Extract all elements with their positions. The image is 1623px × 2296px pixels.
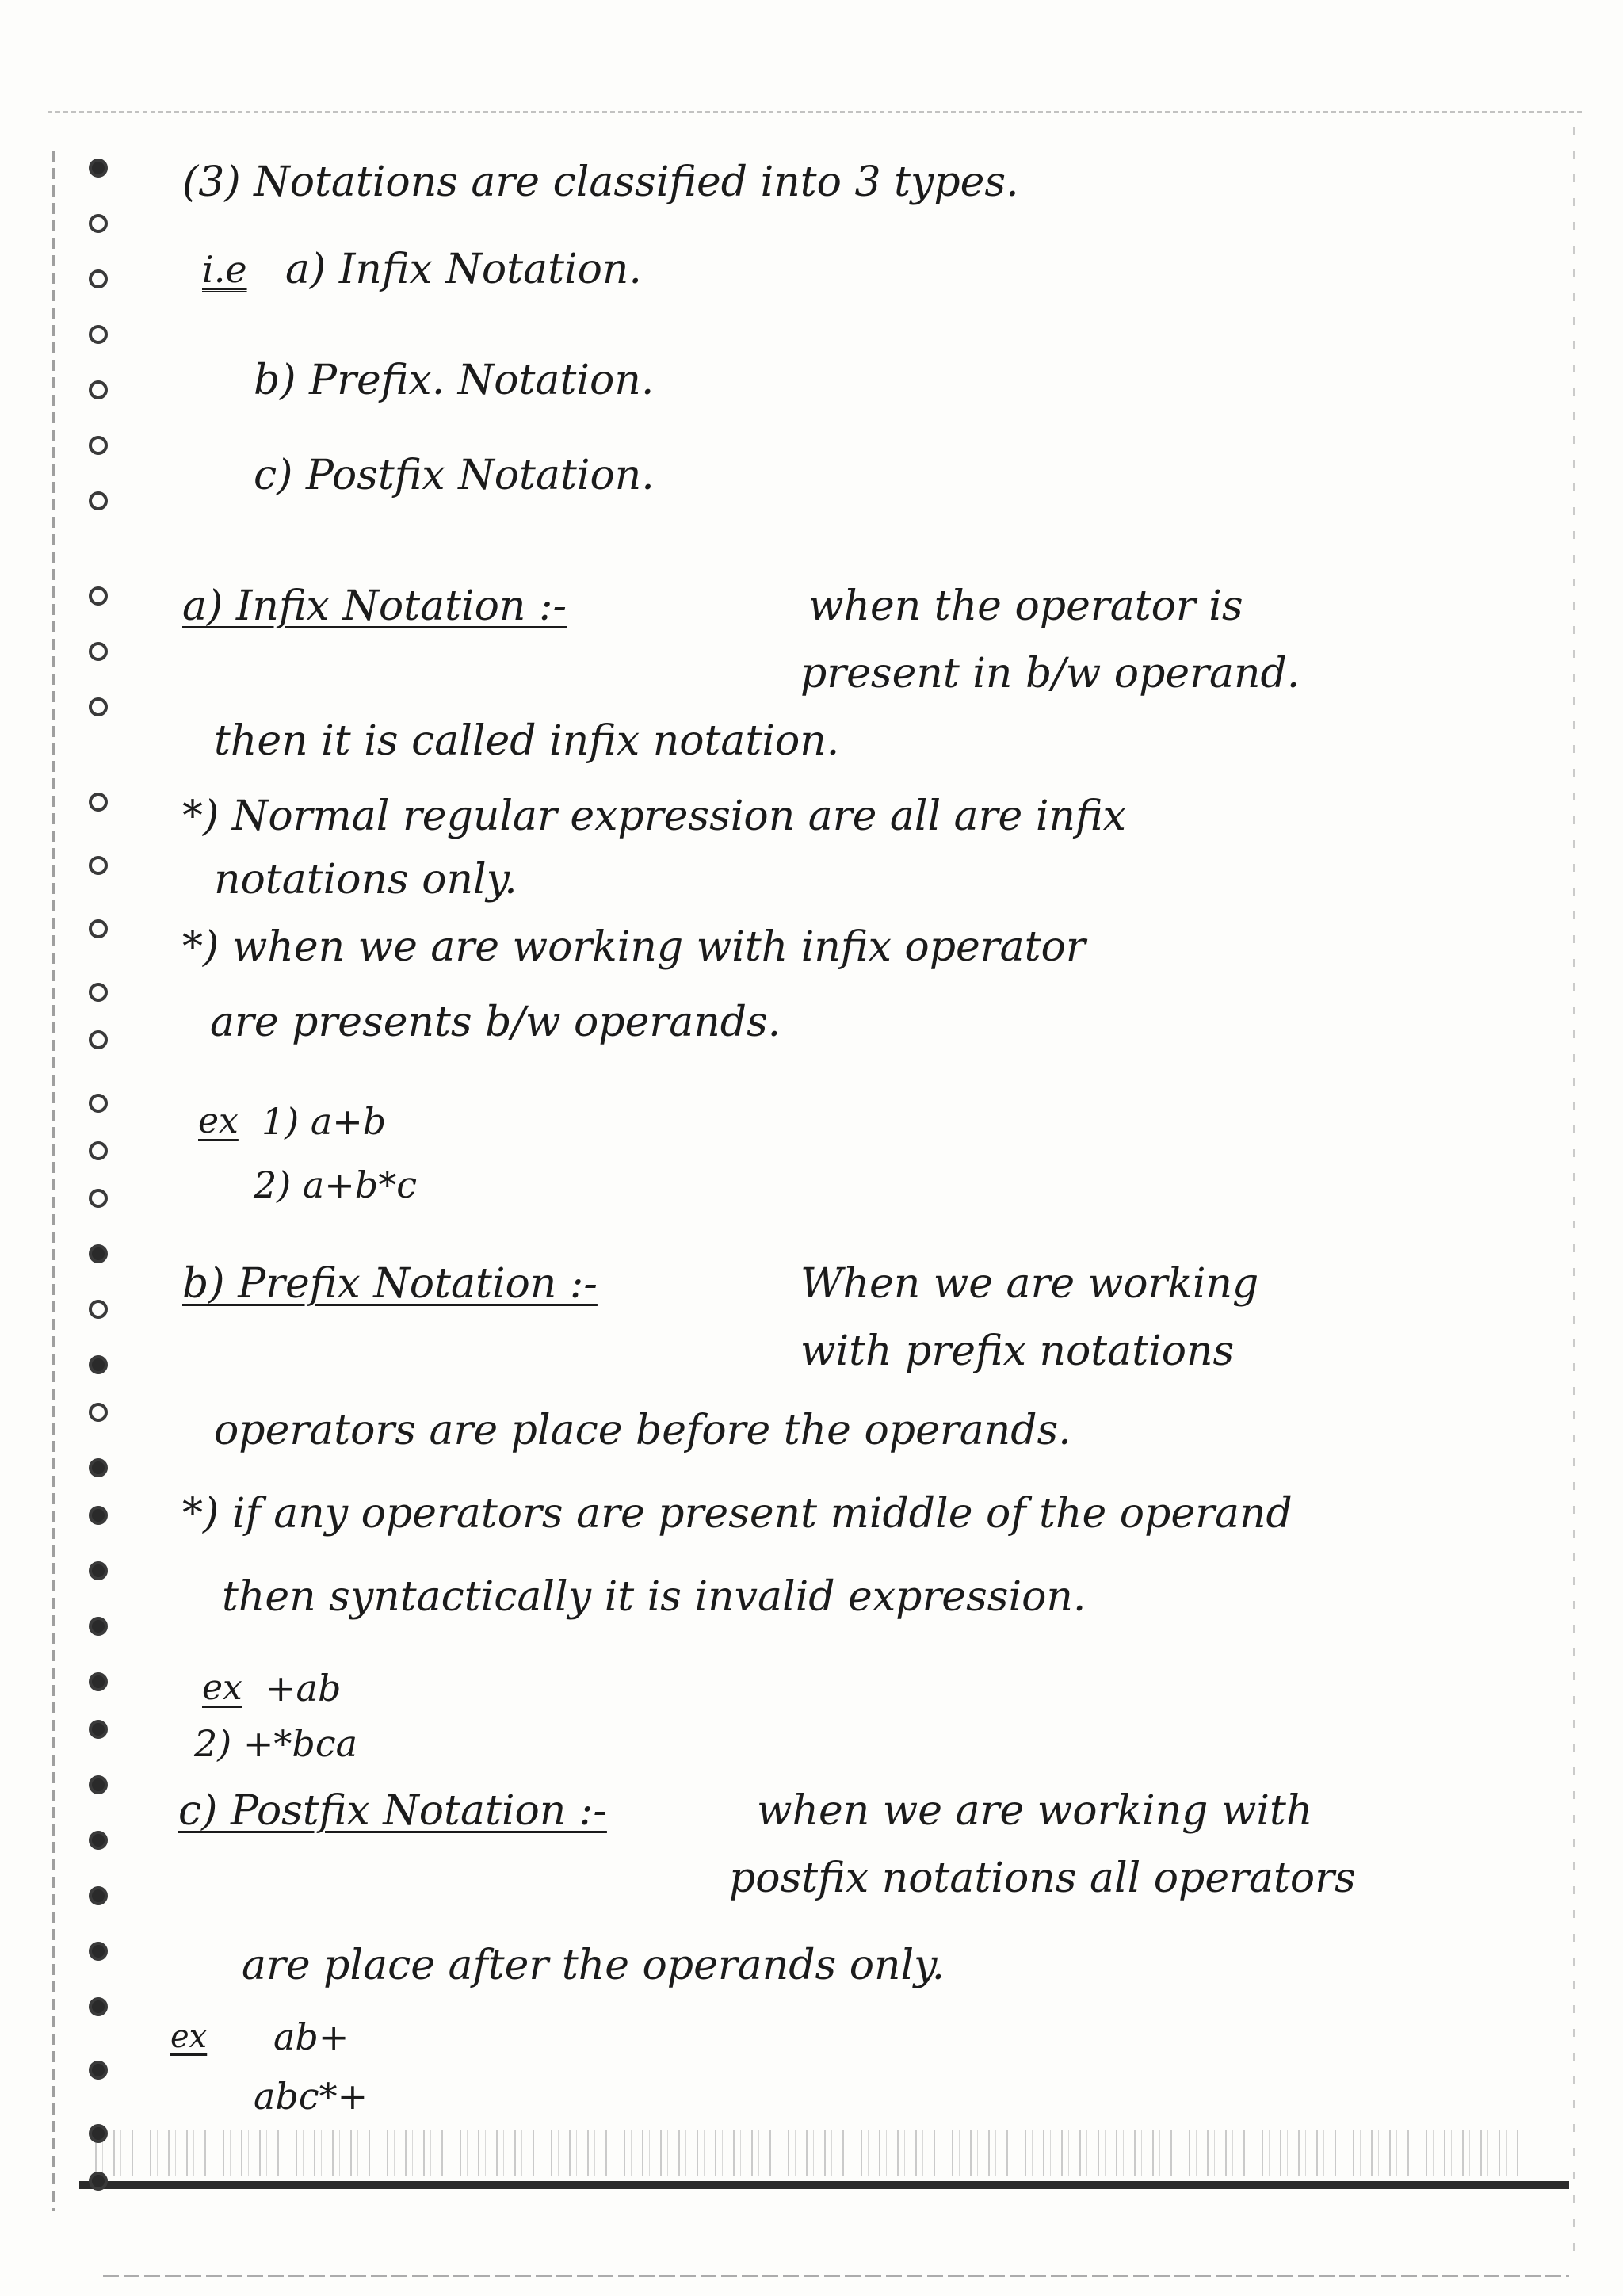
scan-bottom-edge [103, 2275, 1569, 2277]
prefix-point-1b: then syntactically it is invalid expression. [222, 1573, 1086, 1621]
spiral-hole [89, 491, 108, 510]
infix-point-2b: are presents b/w operands. [210, 999, 781, 1046]
prefix-def-3: operators are place before the operands. [214, 1407, 1071, 1454]
spiral-hole [89, 325, 108, 344]
spiral-hole [89, 1886, 108, 1905]
spiral-hole [89, 1094, 108, 1113]
page-bottom-bar [79, 2181, 1569, 2189]
scan-top-edge [48, 111, 1585, 113]
infix-def-2: present in b/w operand. [800, 650, 1300, 697]
spiral-hole [89, 1403, 108, 1422]
spiral-holes [89, 159, 136, 2172]
spiral-hole [89, 1189, 108, 1208]
spiral-hole [89, 1458, 108, 1477]
spiral-hole [89, 1942, 108, 1961]
infix-def-3: then it is called infix notation. [214, 717, 840, 765]
infix-point-1b: notations only. [214, 856, 517, 904]
prefix-heading: b) Prefix Notation :- [182, 1260, 598, 1308]
spiral-hole [89, 856, 108, 875]
spiral-margin-line [52, 151, 55, 2211]
spiral-hole [89, 586, 108, 606]
spiral-hole [89, 2124, 108, 2143]
intro-item-b: b) Prefix. Notation. [254, 357, 655, 404]
prefix-point-1a: *) if any operators are present middle of the operand [182, 1490, 1293, 1538]
spiral-hole [89, 983, 108, 1002]
spiral-hole [89, 1141, 108, 1160]
spiral-hole [89, 1030, 108, 1049]
spiral-hole [89, 919, 108, 938]
spiral-hole [89, 159, 108, 178]
spiral-hole [89, 1561, 108, 1580]
spiral-hole [89, 642, 108, 661]
infix-heading: a) Infix Notation :- [182, 583, 567, 630]
postfix-heading: c) Postfix Notation :- [178, 1787, 607, 1835]
infix-example-2: 2) a+b*c [254, 1163, 418, 1206]
spiral-hole [89, 1672, 108, 1691]
spiral-hole [89, 269, 108, 288]
postfix-example-label: ex [170, 2019, 208, 2055]
spiral-hole [89, 1775, 108, 1794]
postfix-def-1: when we are working with [757, 1787, 1313, 1835]
intro-item-a: a) Infix Notation. [285, 246, 642, 293]
infix-point-1a: *) Normal regular expression are all are infix [182, 793, 1126, 840]
spiral-hole [89, 1720, 108, 1739]
spiral-hole [89, 1617, 108, 1636]
spiral-hole [89, 1997, 108, 2016]
spiral-hole [89, 793, 108, 812]
spiral-hole [89, 436, 108, 455]
spiral-hole [89, 1300, 108, 1319]
prefix-def-1: When we are working [800, 1260, 1259, 1308]
prefix-example-label: ex [202, 1668, 242, 1708]
infix-example-1: 1) a+b [262, 1100, 387, 1143]
scan-bottom-noise [95, 2130, 1522, 2176]
prefix-example-1: +ab [265, 1667, 342, 1710]
prefix-example-2: 2) +*bca [194, 1722, 358, 1765]
intro-line: (3) Notations are classified into 3 types. [182, 159, 1019, 206]
spiral-hole [89, 1355, 108, 1374]
postfix-example-1: ab+ [273, 2015, 349, 2058]
infix-def-1: when the operator is [808, 583, 1243, 630]
prefix-def-2: with prefix notations [800, 1328, 1235, 1375]
spiral-hole [89, 2172, 108, 2191]
scan-right-edge [1573, 127, 1575, 2267]
ie-label: i.e [202, 248, 247, 291]
postfix-def-2: postfix notations all operators [729, 1855, 1356, 1902]
spiral-hole [89, 214, 108, 233]
spiral-hole [89, 2061, 108, 2080]
intro-item-c: c) Postfix Notation. [254, 452, 655, 499]
spiral-hole [89, 1244, 108, 1263]
spiral-hole [89, 1831, 108, 1850]
postfix-def-3: are place after the operands only. [242, 1942, 945, 1989]
spiral-hole [89, 1506, 108, 1525]
spiral-hole [89, 697, 108, 716]
infix-point-2a: *) when we are working with infix operator [182, 923, 1086, 971]
postfix-example-2: abc*+ [254, 2075, 369, 2118]
spiral-hole [89, 380, 108, 399]
infix-example-label: ex [198, 1101, 239, 1141]
